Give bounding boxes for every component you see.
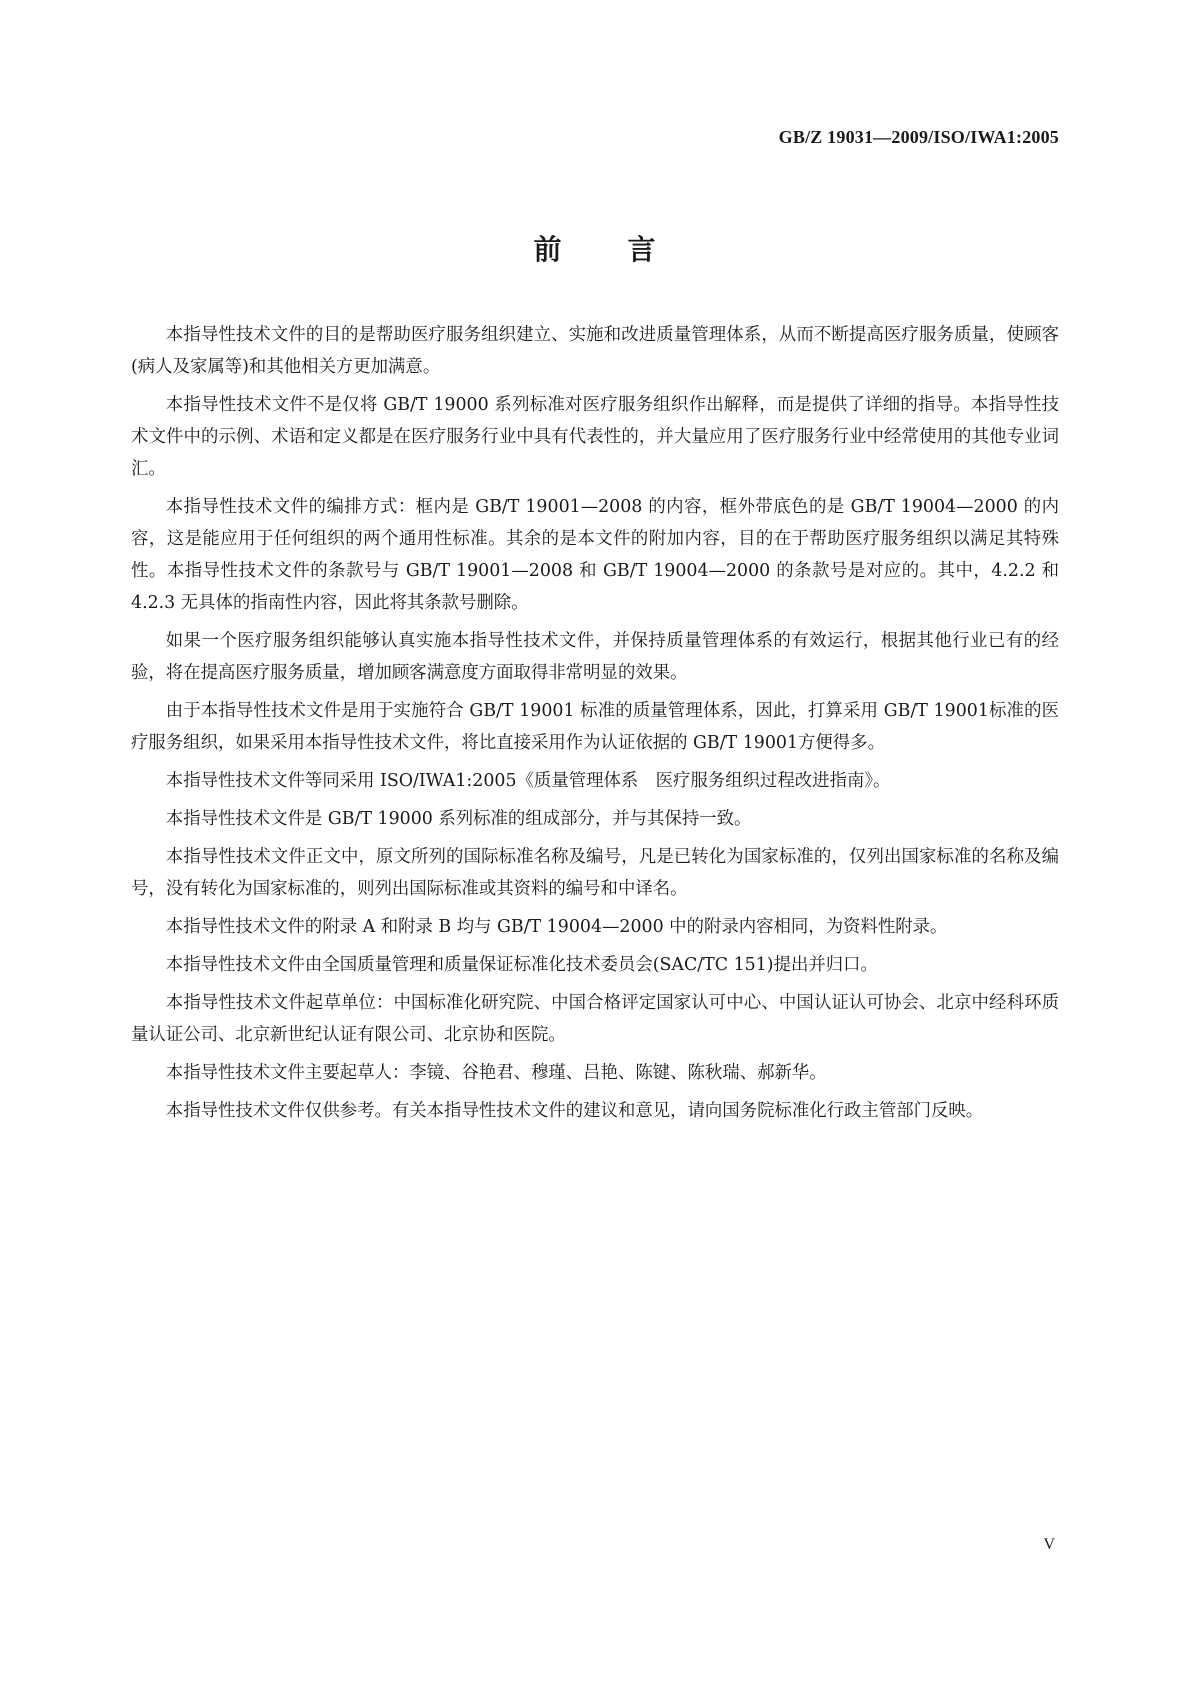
page-number: V bbox=[1043, 1536, 1055, 1553]
paragraph-5: 由于本指导性技术文件是用于实施符合 GB/T 19001 标准的质量管理体系，因此，打算采用 GB/T 19001标准的医疗服务组织，如果采用本指导性技术文件，将比直接采用作为认证依据的 GB/T 19001方便得多。 bbox=[131, 701, 1059, 753]
paragraph-11: 本指导性技术文件起草单位：中国标准化研究院、中国合格评定国家认可中心、中国认证认可协会、北京中经科环质量认证公司、北京新世纪认证有限公司、北京协和医院。 bbox=[131, 993, 1059, 1045]
paragraph-7: 本指导性技术文件是 GB/T 19000 系列标准的组成部分，并与其保持一致。 bbox=[165, 809, 752, 829]
paragraph-2: 本指导性技术文件不是仅将 GB/T 19000 系列标准对医疗服务组织作出解释，而是提供了详细的指导。本指导性技术文件中的示例、术语和定义都是在医疗服务行业中具有代表性的，并大量应用了医疗服务行业中经常使用的其他专业词汇。 bbox=[131, 395, 1059, 479]
title-char-1: 前 bbox=[533, 233, 564, 266]
title-char-2: 言 bbox=[627, 233, 658, 266]
page-title bbox=[0, 228, 1191, 268]
paragraph-1: 本指导性技术文件的目的是帮助医疗服务组织建立、实施和改进质量管理体系，从而不断提高医疗服务质量，使顾客(病人及家属等)和其他相关方更加满意。 bbox=[131, 325, 1059, 377]
paragraph-8: 本指导性技术文件正文中，原文所列的国际标准名称及编号，凡是已转化为国家标准的，仅列出国家标准的名称及编号，没有转化为国家标准的，则列出国际标准或其资料的编号和中译名。 bbox=[131, 847, 1059, 899]
paragraph-12: 本指导性技术文件主要起草人：李镜、谷艳君、穆瑾、吕艳、陈键、陈秋瑞、郝新华。 bbox=[165, 1063, 827, 1083]
paragraph-3: 本指导性技术文件的编排方式：框内是 GB/T 19001—2008 的内容，框外带底色的是 GB/T 19004—2000 的内容，这是能应用于任何组织的两个通用性标准。其余的是本文件的附加内容，目的在于帮助医疗服务组织以满足其特殊性。本指导性技术文件的条款号与 GB/T 19001—2008 和 GB/T 19004—2000 的条款号是对应的。其中，4.2.2 和 4.2.3 无具体的指南性内容，因此将其条款号删除。 bbox=[131, 497, 1059, 613]
paragraph-13: 本指导性技术文件仅供参考。有关本指导性技术文件的建议和意见，请向国务院标准化行政主管部门反映。 bbox=[165, 1101, 984, 1121]
paragraph-9: 本指导性技术文件的附录 A 和附录 B 均与 GB/T 19004—2000 中的附录内容相同，为资料性附录。 bbox=[165, 917, 948, 937]
paragraph-4: 如果一个医疗服务组织能够认真实施本指导性技术文件，并保持质量管理体系的有效运行，根据其他行业已有的经验，将在提高医疗服务质量，增加顾客满意度方面取得非常明显的效果。 bbox=[131, 631, 1059, 683]
standard-number-header: GB/Z 19031—2009/ISO/IWA1:2005 bbox=[778, 127, 1059, 147]
foreword-body bbox=[131, 319, 1059, 1133]
paragraph-10: 本指导性技术文件由全国质量管理和质量保证标准化技术委员会(SAC/TC 151)提出并归口。 bbox=[165, 955, 878, 975]
paragraph-6: 本指导性技术文件等同采用 ISO/IWA1:2005《质量管理体系 医疗服务组织过程改进指南》。 bbox=[165, 771, 891, 791]
